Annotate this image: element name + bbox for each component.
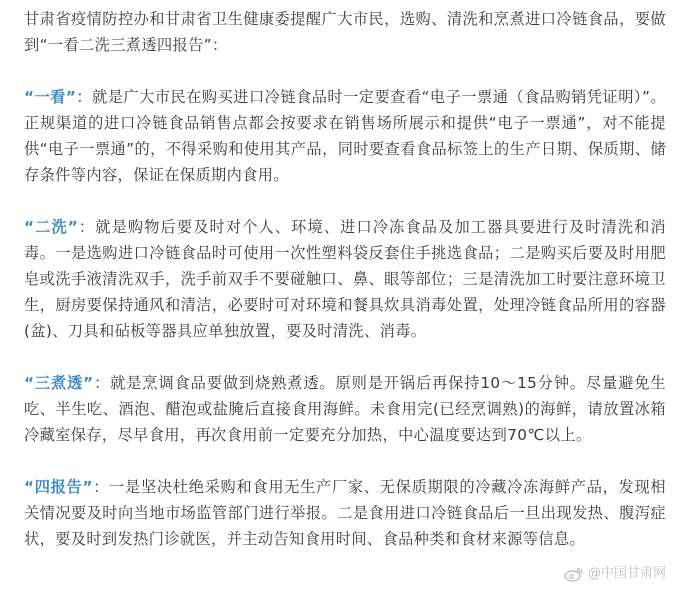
weibo-icon <box>564 566 584 582</box>
section-body: ：就是购物后要及时对个人、环境、进口冷冻食品及加工器具要进行及时清洗和消毒。一是选购进口冷链食品时可使用一次性塑料袋反套住手挑选食品；二是购买后要及时用肥皂或洗手液清洗双手，洗手前双手不要碰触口、鼻、眼等部位；三是清洗加工时要注意环境卫生，厨房要保持通风和清洁，必要时可对环境和餐具炊具消毒处置，处理冷链食品所用的容器(盆)、刀具和砧板等器具应单独放置，要及时清洗、消毒。 <box>24 218 666 340</box>
section-lead: “三煮透” <box>24 374 94 392</box>
section-lead: “四报告” <box>24 478 93 496</box>
watermark-text: @中国甘肃网 <box>587 566 666 581</box>
section-body: ：就是烹调食品要做到烧熟煮透。原则是开锅后再保持10～15分钟。尽量避免生吃、半生吃、酒泡、醋泡或盐腌后直接食用海鲜。未食用完(已经烹调熟)的海鲜，请放置冰箱冷藏室保存，尽早食用，再次食用前一定要充分加热，中心温度要达到70℃以上。 <box>24 374 666 444</box>
section-lead: “一看” <box>24 88 77 106</box>
section-body: ：一是坚决杜绝采购和食用无生产厂家、无保质期限的冷藏冷冻海鲜产品，发现相关情况要及时向当地市场监管部门进行举报。二是食用进口冷链食品后一旦出现发热、腹泻症状，要及时到发热门诊就医，并主动告知食用时间、食品种类和食材来源等信息。 <box>24 478 666 548</box>
section-lead: “二洗” <box>24 218 79 236</box>
section-look <box>24 84 666 188</box>
section-cook <box>24 370 666 448</box>
section-report <box>24 474 666 552</box>
section-wash <box>24 214 666 344</box>
watermark <box>562 563 668 585</box>
section-body: ：就是广大市民在购买进口冷链食品时一定要查看“电子一票通（食品购销凭证明）”。正规渠道的进口冷链食品销售点都会按要求在销售场所展示和提供“电子一票通”，对不能提供“电子一票通”的，不得采购和使用其产品，同时要查看食品标签上的生产日期、保质期、储存条件等内容，保证在保质期内食用。 <box>24 88 666 184</box>
intro-paragraph: 甘肃省疫情防控办和甘肃省卫生健康委提醒广大市民，选购、清洗和烹煮进口冷链食品，要做到“一看二洗三煮透四报告”： <box>24 10 666 54</box>
